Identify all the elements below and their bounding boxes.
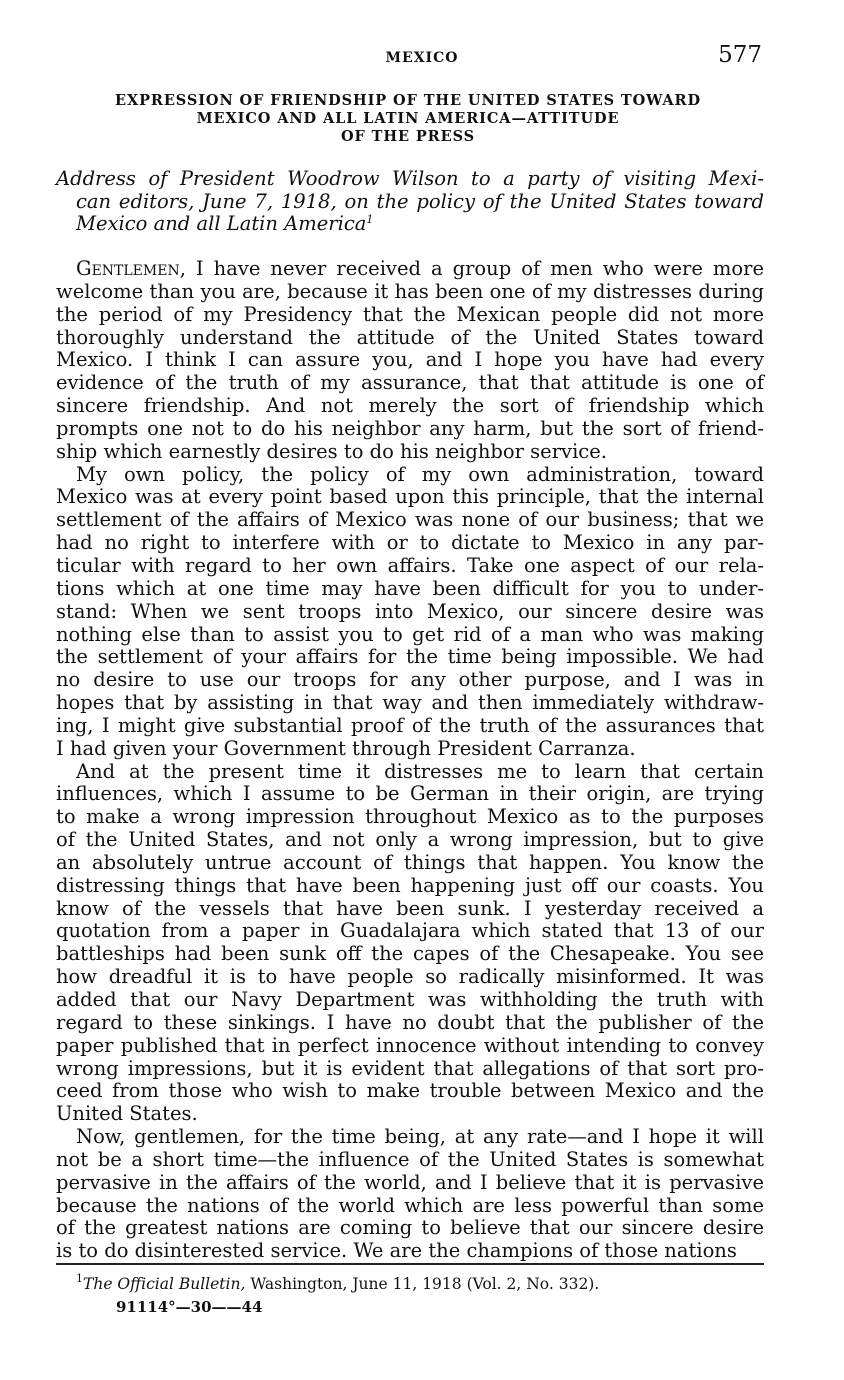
line-text: prompts one not to do his neighbor any harm, but the sort of friend- xyxy=(56,416,764,440)
paragraph-line xyxy=(56,1149,764,1172)
paragraph-line xyxy=(56,669,764,692)
paragraph-line xyxy=(56,349,764,372)
paragraph-line xyxy=(56,715,764,738)
line-text: paper published that in perfect innocence without intending to convey xyxy=(56,1033,764,1057)
paragraph-line xyxy=(56,532,764,555)
line-text: My own policy, the policy of my own administration, toward xyxy=(76,462,764,486)
line-text: added that our Navy Department was withholding the truth with xyxy=(56,988,764,1011)
section-heading xyxy=(52,92,764,146)
line-text: to make a wrong impression throughout Mexico as to the purposes xyxy=(56,805,764,829)
footnote-mark: 1 xyxy=(76,1272,83,1285)
line-text: battleships had been sunk off the capes of the Chesapeake. You see xyxy=(56,942,764,966)
footnote-rule xyxy=(56,1263,764,1265)
line-text: sincere friendship. And not merely the sort of friendship which xyxy=(56,394,764,418)
line-text: not be a short time—the influence of the United States is somewhat xyxy=(56,1147,764,1171)
paragraph-line xyxy=(56,852,764,875)
line-text: how dreadful it is to have people so radically misinformed. It was xyxy=(56,965,764,989)
line-text: thoroughly understand the attitude of the United States toward xyxy=(56,325,764,349)
heading-line: EXPRESSION OF FRIENDSHIP OF THE UNITED STATES TOWARD xyxy=(115,92,701,109)
subtitle-line: Address of President Woodrow Wilson to a party of visiting Mexi- xyxy=(56,167,764,190)
paragraph-line xyxy=(56,966,764,989)
line-text: know of the vessels that have been sunk. I yesterday received a xyxy=(56,896,764,920)
line-text: ticular with regard to her own affairs. Take one aspect of our rela- xyxy=(56,553,764,577)
line-text: stand: When we sent troops into Mexico, our sincere desire was xyxy=(56,599,764,623)
address-body xyxy=(56,258,764,1263)
line-text: is to do disinterested service. We are the champions of those nations xyxy=(56,1239,737,1263)
paragraph-line xyxy=(56,1240,764,1263)
paragraph-line xyxy=(56,898,764,921)
line-text: regard to these sinkings. I have no doubt that the publisher of the xyxy=(56,1010,764,1034)
line-text: I have never received a group of men who were more xyxy=(185,257,764,280)
address-subtitle xyxy=(56,168,764,236)
subtitle-line: can editors, June 7, 1918, on the policy of the United States toward xyxy=(76,189,764,213)
line-text: hopes that by assisting in that way and then immediately withdraw- xyxy=(56,691,764,715)
paragraph-line xyxy=(56,829,764,852)
paragraph-line xyxy=(56,783,764,806)
paragraph-line xyxy=(56,761,764,784)
paragraph-line xyxy=(56,1080,764,1103)
footnote-source-title: The Official Bulletin, xyxy=(83,1275,246,1293)
paragraph-line xyxy=(56,624,764,647)
footnote-line xyxy=(76,1273,599,1295)
line-text: settlement of the affairs of Mexico was none of our business; that we xyxy=(56,508,764,532)
line-text: ship which earnestly desires to do his neighbor service. xyxy=(56,439,607,463)
paragraph-line xyxy=(56,486,764,509)
line-text: I had given your Government through President Carranza. xyxy=(56,736,636,760)
heading-line: MEXICO AND ALL LATIN AMERICA—ATTITUDE xyxy=(196,110,620,127)
line-text: Mexico was at every point based upon this principle, that the internal xyxy=(56,485,764,509)
line-text: no desire to use our troops for any other purpose, and I was in xyxy=(56,668,764,692)
footnote-source-details: Washington, June 11, 1918 (Vol. 2, No. 332). xyxy=(245,1275,600,1293)
paragraph-line xyxy=(56,578,764,601)
line-text: an absolutely untrue account of things that happen. You know the xyxy=(56,850,764,874)
paragraph-line xyxy=(56,395,764,418)
line-text: because the nations of the world which are less powerful than some xyxy=(56,1193,764,1217)
paragraph-line xyxy=(56,464,764,487)
line-text: ceed from those who wish to make trouble between Mexico and the xyxy=(56,1079,764,1103)
heading-line: OF THE PRESS xyxy=(341,128,475,145)
line-text: United States. xyxy=(56,1102,198,1126)
footnote xyxy=(76,1273,599,1295)
line-text: Mexico. I think I can assure you, and I hope you have had every xyxy=(56,348,764,372)
line-text: influences, which I assume to be German in their origin, are trying xyxy=(56,782,764,806)
running-title: MEXICO xyxy=(385,50,459,66)
paragraph-line xyxy=(56,441,764,464)
paragraph-line xyxy=(56,692,764,715)
paragraph-line xyxy=(56,418,764,441)
line-text: of the United States, and not only a wrong impression, but to give xyxy=(56,828,764,852)
subtitle-line xyxy=(56,213,764,236)
line-text: had no right to interfere with or to dictate to Mexico in any par- xyxy=(56,531,764,555)
line-text: nothing else than to assist you to get rid of a man who was making xyxy=(56,622,764,646)
line-text: welcome than you are, because it has been one of my distresses during xyxy=(56,279,764,303)
paragraph-line xyxy=(56,989,764,1012)
print-code: 91114°—30——44 xyxy=(116,1298,263,1316)
paragraph-line xyxy=(56,601,764,624)
line-text: tions which at one time may have been difficult for you to under- xyxy=(56,576,764,600)
line-text: ing, I might give substantial proof of the truth of the assurances that xyxy=(56,713,764,737)
paragraph-line xyxy=(56,258,764,281)
paragraph-line xyxy=(56,304,764,327)
line-text: the period of my Presidency that the Mexican people did not more xyxy=(56,302,764,326)
paragraph-line xyxy=(56,943,764,966)
paragraph-line xyxy=(56,1126,764,1149)
paragraph-line xyxy=(56,646,764,669)
page-number: 577 xyxy=(718,42,762,68)
paragraph-line xyxy=(56,1103,764,1126)
paragraph-line xyxy=(56,281,764,304)
paragraph-line xyxy=(56,1217,764,1240)
running-head xyxy=(0,42,844,72)
paragraph-line xyxy=(56,920,764,943)
line-text: evidence of the truth of my assurance, that that attitude is one of xyxy=(56,371,764,395)
paragraph-line xyxy=(56,738,764,761)
paragraph-line xyxy=(56,1058,764,1081)
subtitle-text: Mexico and all Latin America xyxy=(76,212,367,235)
paragraph-line xyxy=(56,1035,764,1058)
footnote-reference: 1 xyxy=(366,213,374,226)
paragraph-line xyxy=(56,806,764,829)
line-text: the settlement of your affairs for the time being impossible. We had xyxy=(56,645,764,669)
line-text: wrong impressions, but it is evident that allegations of that sort pro- xyxy=(56,1056,764,1080)
paragraph-line xyxy=(56,555,764,578)
line-text: And at the present time it distresses me to learn that certain xyxy=(76,759,764,783)
paragraph-line xyxy=(56,1012,764,1035)
line-text: quotation from a paper in Guadalajara which stated that 13 of our xyxy=(56,919,764,943)
paragraph-line xyxy=(56,1195,764,1218)
paragraph-line xyxy=(56,509,764,532)
line-text: distressing things that have been happening just off our coasts. You xyxy=(56,873,764,897)
paragraph-line xyxy=(56,1172,764,1195)
line-text: Now, gentlemen, for the time being, at any rate—and I hope it will xyxy=(76,1125,764,1149)
paragraph-line xyxy=(56,372,764,395)
line-text: of the greatest nations are coming to believe that our sincere desire xyxy=(56,1216,764,1240)
line-text: pervasive in the affairs of the world, and I believe that it is pervasive xyxy=(56,1170,764,1194)
paragraph-line xyxy=(56,875,764,898)
salutation: Gentlemen, xyxy=(76,257,186,280)
paragraph-line xyxy=(56,327,764,350)
